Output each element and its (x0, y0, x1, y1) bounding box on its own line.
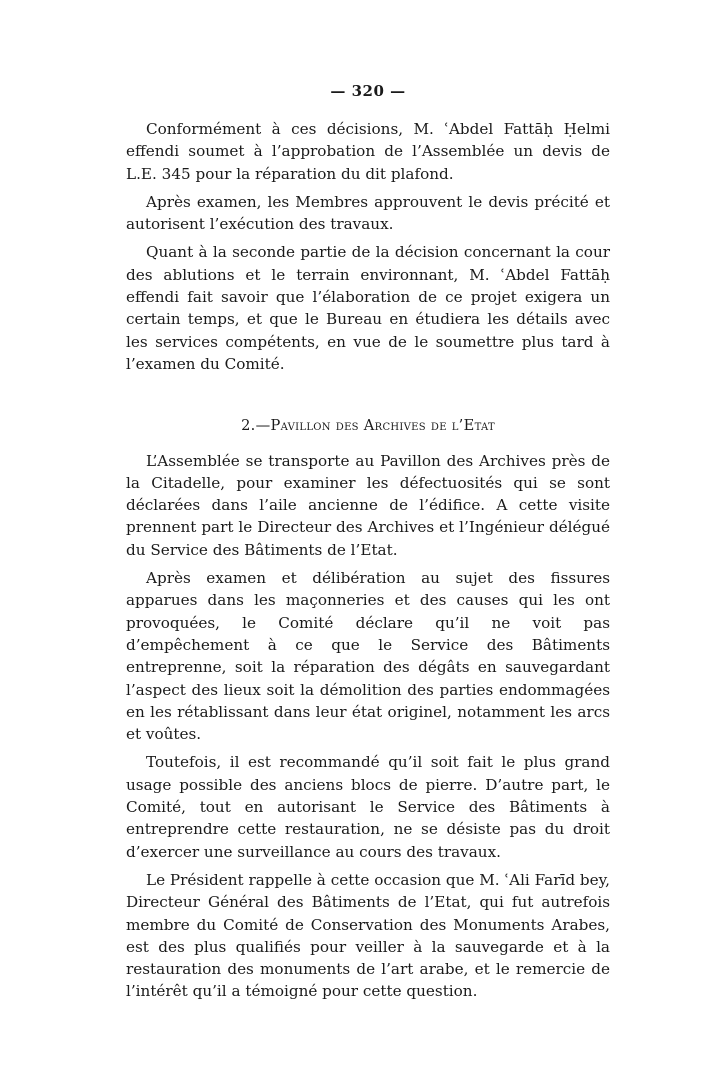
paragraph-devis: Conformément à ces décisions, M. ʿAbdel Fattāḥ Ḥelmi effendi soumet à l’approbation de l’Assemblée un devis de L.E. 345 pour la réparation du dit plafond. (126, 120, 610, 183)
paragraph-approbation: Après examen, les Membres approuvent le devis précité et autorisent l’exécution des travaux. (126, 192, 610, 234)
paragraph-recommandation: Toutefois, il est recommandé qu’il soit fait le plus grand usage possible des anciens blocs de pierre. D’autre part, le Comité, tout en autorisant le Service des Bâtiments à entreprendre cette restauration, ne se désiste pas du droit d’exercer une surveillance au cours des travaux. (126, 753, 610, 861)
section-title: Pavillon des Archives de l’Etat (270, 417, 495, 435)
paragraph-visite: L’Assemblée se transporte au Pavillon des Archives près de la Citadelle, pour examiner les défectuosités qui se sont déclarées dans l’aile ancienne de l’édifice. A cette visite prennent part le Directeur des Archives et l’Ingénieur délégué du Service des Bâtiments de l’Etat. (126, 451, 610, 559)
document-page (126, 82, 610, 1009)
page-number: — 320 — (330, 82, 406, 100)
paragraph-deliberation: Après examen et délibération au sujet des fissures apparues dans les maçonneries et des causes qui les ont provoquées, le Comité déclare qu’il ne voit pas d’empêchement à ce que le Service des Bâtiments entreprenne, soit la réparation des dégâts en sauvegardant l’aspect des lieux soit la démolition des parties endommagées en les rétablissant dans leur état originel, notamment les arcs et voûtes. (126, 569, 610, 744)
section-number: 2.— (241, 417, 271, 435)
paragraph-cour-ablutions: Quant à la seconde partie de la décision concernant la cour des ablutions et le terrain environnant, M. ʿAbdel Fattāḥ effendi fait savoir que l’élaboration de ce projet exigera un certain temps, et que le Bureau en étudiera les détails avec les services compétents, en vue de le soumettre plus tard à l’examen du Comité. (126, 243, 610, 373)
section-heading (126, 415, 610, 437)
paragraph-president: Le Président rappelle à cette occasion que M. ʿAli Farīd bey, Directeur Général des Bâtiments de l’Etat, qui fut autrefois membre du Comité de Conservation des Monuments Arabes, est des plus qualifiés pour veiller à la sauvegarde et à la restauration des monuments de l’art arabe, et le remercie de l’intérêt qu’il a témoigné pour cette question. (126, 870, 610, 1001)
